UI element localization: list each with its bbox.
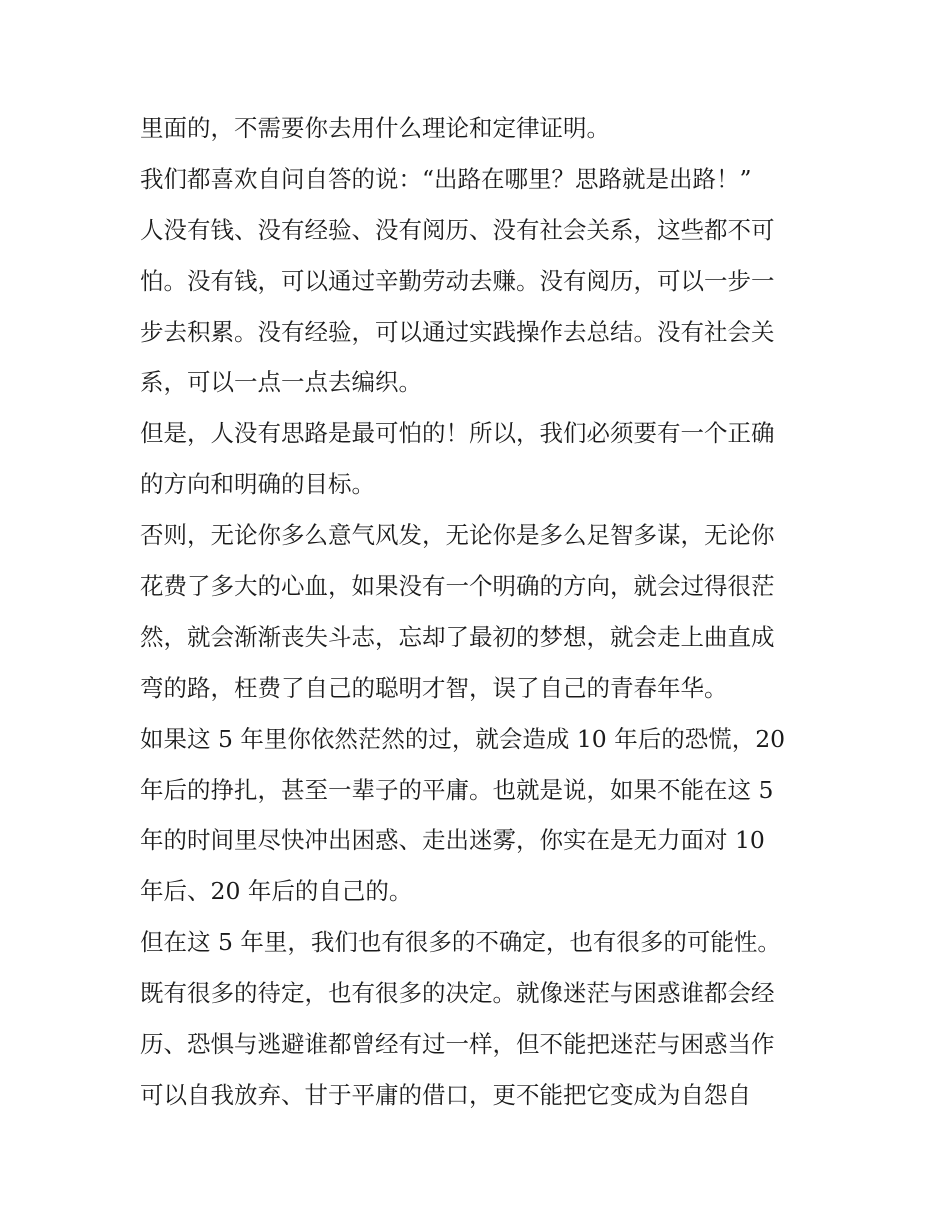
text-line: 否则，无论你多么意气风发，无论你是多么足智多谋，无论你 xyxy=(140,521,775,550)
body-text xyxy=(140,103,820,1121)
text-line: 年的时间里尽快冲出困惑、走出迷雾，你实在是无力面对 10 xyxy=(140,826,765,855)
text-line: 可以自我放弃、甘于平庸的借口，更不能把它变成为自怨自 xyxy=(140,1080,751,1109)
text-line: 但是，人没有思路是最可怕的！所以，我们必须要有一个正确 xyxy=(140,419,775,448)
text-line: 弯的路，枉费了自己的聪明才智，误了自己的青春年华。 xyxy=(140,673,728,702)
text-line: 里面的，不需要你去用什么理论和定律证明。 xyxy=(140,114,610,142)
text-line: 历、恐惧与逃避谁都曾经有过一样，但不能把迷茫与困惑当作 xyxy=(140,1030,775,1059)
text-line: 年后、20 年后的自己的。 xyxy=(140,877,413,906)
text-line: 系，可以一点一点去编织。 xyxy=(140,368,422,397)
text-line: 如果这 5 年里你依然茫然的过，就会造成 10 年后的恐慌，20 xyxy=(140,724,786,753)
text-line: 人没有钱、没有经验、没有阅历、没有社会关系，这些都不可 xyxy=(140,215,775,244)
text-line: 的方向和明确的目标。 xyxy=(140,470,375,499)
text-line: 但在这 5 年里，我们也有很多的不确定，也有很多的可能性。 xyxy=(140,928,781,957)
text-line: 然，就会渐渐丧失斗志，忘却了最初的梦想，就会走上曲直成 xyxy=(140,622,775,651)
text-line: 我们都喜欢自问自答的说：“出路在哪里？思路就是出路！” xyxy=(140,164,752,193)
text-line: 怕。没有钱，可以通过辛勤劳动去赚。没有阅历，可以一步一 xyxy=(140,266,775,295)
text-line: 既有很多的待定，也有很多的决定。就像迷茫与困惑谁都会经 xyxy=(140,979,775,1008)
text-line: 步去积累。没有经验，可以通过实践操作去总结。没有社会关 xyxy=(140,317,775,346)
text-line: 年后的挣扎，甚至一辈子的平庸。也就是说，如果不能在这 5 xyxy=(140,775,774,804)
text-line: 花费了多大的心血，如果没有一个明确的方向，就会过得很茫 xyxy=(140,572,775,601)
